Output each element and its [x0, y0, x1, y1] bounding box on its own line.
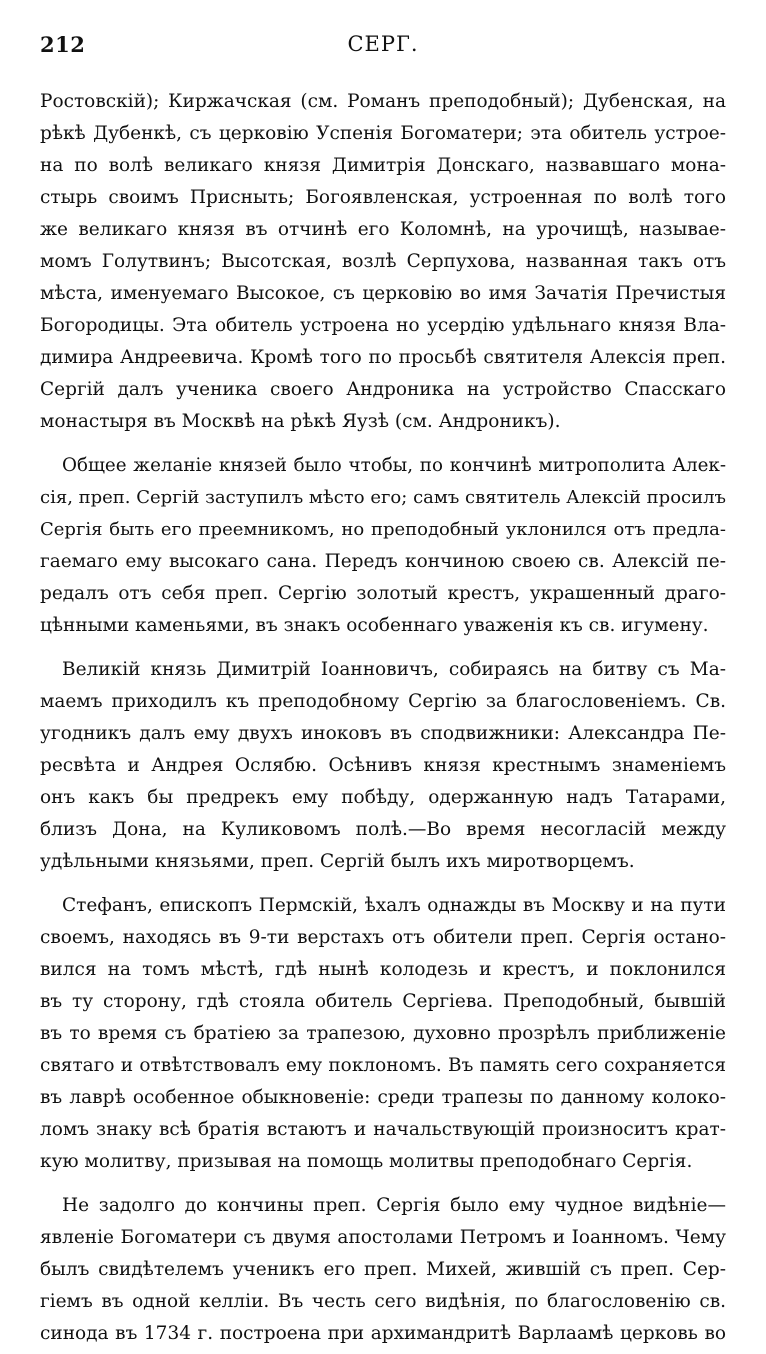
text-line: момъ Голутвинъ; Высотская, возлѣ Серпухова, названная такъ отъ [40, 251, 726, 272]
text-line: цѣнными каменьями, въ знакъ особеннаго уваженія къ св. игумену. [40, 615, 709, 636]
running-title: СЕРГ. [347, 32, 419, 56]
text-line: въ лаврѣ особенное обыкновеніе: среди трапезы по данному колоко- [40, 1087, 726, 1108]
text-line: рѣкѣ Дубенкѣ, съ церковію Успенія Богоматери; эта обитель устрое- [40, 123, 726, 144]
text-line: въ ту сторону, гдѣ стояла обитель Сергіева. Преподобный, бывшій [40, 991, 726, 1012]
text-line: кую молитву, призывая на помощь молитвы преподобнаго Сергія. [40, 1151, 693, 1172]
paragraph [40, 890, 726, 1178]
text-line: стырь своимъ Присныть; Богоявленская, устроенная по волѣ того [40, 187, 726, 208]
text-line: на по волѣ великаго князя Димитрія Донскаго, назвавшаго мона- [40, 155, 726, 176]
text-line: Не задолго до кончины преп. Сергія было ему чудное видѣніе— [62, 1195, 726, 1216]
text-line: святаго и отвѣтствовалъ ему поклономъ. Въ память сего сохраняется [40, 1055, 726, 1076]
paragraph-gap [40, 442, 726, 450]
text-line: ломъ знаку всѣ братія встаютъ и начальствующій произноситъ крат- [40, 1119, 726, 1140]
text-line: мѣста, именуемаго Высокое, съ церковію во имя Зачатія Пречистыя [40, 283, 726, 304]
text-line: Общее желаніе князей было чтобы, по кончинѣ митрополита Алек- [62, 455, 726, 476]
text-line: синода въ 1734 г. построена при архимандритѣ Варлаамѣ церковь во [40, 1323, 726, 1344]
text-line: Ростовскій); Киржачская (см. Романъ преподобный); Дубенская, на [40, 91, 726, 112]
body-text [40, 86, 726, 1354]
text-line: маемъ приходилъ къ преподобному Сергію за благословеніемъ. Св. [40, 691, 726, 712]
text-line: Сергій далъ ученика своего Андроника на устройство Спасскаго [40, 379, 726, 400]
text-line: явленіе Богоматери съ двумя апостолами Петромъ и Іоанномъ. Чему [40, 1227, 726, 1248]
paragraph [40, 86, 726, 438]
text-line: въ то время съ братіею за трапезою, духовно прозрѣлъ приближеніе [40, 1023, 726, 1044]
text-line: вился на томъ мѣстѣ, гдѣ нынѣ колодезь и крестъ, и поклонился [40, 959, 726, 980]
paragraph [40, 654, 726, 878]
text-line: гаемаго ему высокаго сана. Передъ кончиною своею св. Алексій пе- [40, 551, 726, 572]
text-line: удѣльными князьями, преп. Сергій былъ ихъ миротворцемъ. [40, 851, 635, 872]
text-line: Великій князь Димитрій Іоанновичъ, собираясь на битву съ Ма- [62, 659, 726, 680]
text-line: гіемъ въ одной келліи. Въ честь сего видѣнія, по благословенію св. [40, 1291, 726, 1312]
text-line: угодникъ далъ ему двухъ иноковъ въ сподвижники: Александра Пе- [40, 723, 726, 744]
text-line: онъ какъ бы предрекъ ему побѣду, одержанную надъ Татарами, [40, 787, 726, 808]
text-line: Сергія быть его преемникомъ, но преподобный уклонился отъ предла- [40, 519, 726, 540]
page-header [40, 32, 726, 62]
text-line: Стефанъ, епископъ Пермскій, ѣхалъ однажды въ Москву и на пути [62, 895, 726, 916]
text-line: своемъ, находясь въ 9-ти верстахъ отъ обители преп. Сергія остано- [40, 927, 726, 948]
page-number: 212 [40, 32, 86, 57]
text-line: же великаго князя въ отчинѣ его Коломнѣ, на урочищѣ, называе- [40, 219, 726, 240]
paragraph-gap [40, 646, 726, 654]
paragraph-gap [40, 1182, 726, 1190]
text-line: димира Андреевича. Кромѣ того по просьбѣ святителя Алексія преп. [40, 347, 726, 368]
text-line: былъ свидѣтелемъ ученикъ его преп. Михей, жившій съ преп. Сер- [40, 1259, 726, 1280]
text-line: Богородицы. Эта обитель устроена но усердію удѣльнаго князя Вла- [40, 315, 726, 336]
text-line: сія, преп. Сергій заступилъ мѣсто его; самъ святитель Алексій просилъ [40, 487, 726, 508]
paragraph-gap [40, 882, 726, 890]
text-line: близъ Дона, на Куликовомъ полѣ.—Во время несогласій между [40, 819, 726, 840]
text-line: ресвѣта и Андрея Ослябю. Осѣнивъ князя крестнымъ знаменіемъ [40, 755, 726, 776]
text-line: монастыря въ Москвѣ на рѣкѣ Яузѣ (см. Андроникъ). [40, 411, 561, 432]
paragraph [40, 1190, 726, 1350]
paragraph [40, 450, 726, 642]
text-line: редалъ отъ себя преп. Сергію золотый крестъ, украшенный драго- [40, 583, 726, 604]
